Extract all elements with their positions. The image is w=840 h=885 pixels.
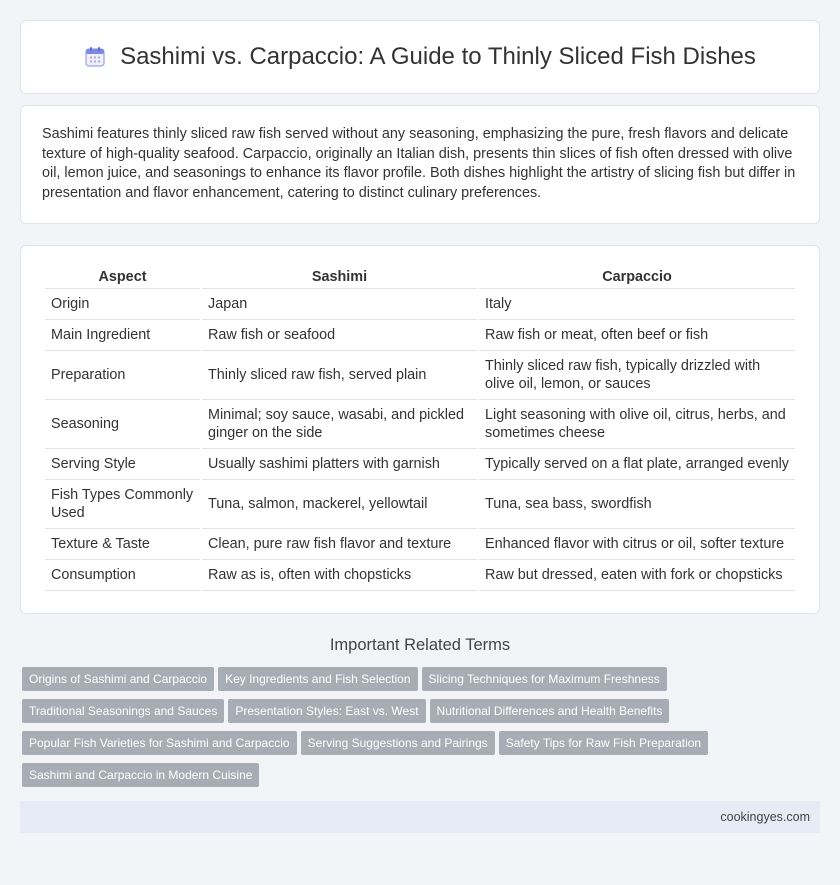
table-cell: Clean, pure raw fish flavor and texture (202, 529, 477, 560)
comparison-table-card (20, 245, 820, 614)
table-cell: Enhanced flavor with citrus or oil, softer texture (479, 529, 795, 560)
table-cell: Raw fish or meat, often beef or fish (479, 320, 795, 351)
table-cell: Thinly sliced raw fish, served plain (202, 351, 477, 400)
column-header-aspect: Aspect (45, 262, 200, 289)
related-tag[interactable]: Presentation Styles: East vs. West (228, 699, 425, 723)
table-cell: Raw as is, often with chopsticks (202, 560, 477, 591)
page-title: Sashimi vs. Carpaccio: A Guide to Thinly Sliced Fish Dishes (120, 43, 756, 70)
table-row (45, 320, 795, 351)
related-tag[interactable]: Safety Tips for Raw Fish Preparation (499, 731, 708, 755)
footer (20, 801, 820, 833)
related-tag[interactable]: Sashimi and Carpaccio in Modern Cuisine (22, 763, 259, 787)
table-cell: Serving Style (45, 449, 200, 480)
column-header-carpaccio: Carpaccio (479, 262, 795, 289)
table-cell: Tuna, sea bass, swordfish (479, 480, 795, 529)
related-tag[interactable]: Slicing Techniques for Maximum Freshness (422, 667, 667, 691)
table-cell: Origin (45, 289, 200, 320)
related-tags (0, 667, 840, 795)
table-row (45, 400, 795, 449)
table-cell: Raw but dressed, eaten with fork or chopsticks (479, 560, 795, 591)
related-tag[interactable]: Serving Suggestions and Pairings (301, 731, 495, 755)
table-cell: Raw fish or seafood (202, 320, 477, 351)
footer-site-link[interactable]: cookingyes.com (720, 810, 810, 824)
table-cell: Thinly sliced raw fish, typically drizzled with olive oil, lemon, or sauces (479, 351, 795, 400)
table-cell: Preparation (45, 351, 200, 400)
table-cell: Seasoning (45, 400, 200, 449)
table-header-row (45, 262, 795, 289)
related-tag[interactable]: Nutritional Differences and Health Benefits (430, 699, 670, 723)
table-row (45, 351, 795, 400)
intro-card (20, 105, 820, 224)
table-cell: Tuna, salmon, mackerel, yellowtail (202, 480, 477, 529)
comparison-table (43, 262, 797, 591)
calendar-icon (84, 46, 106, 68)
table-cell: Light seasoning with olive oil, citrus, herbs, and sometimes cheese (479, 400, 795, 449)
table-row (45, 289, 795, 320)
column-header-sashimi: Sashimi (202, 262, 477, 289)
table-cell: Italy (479, 289, 795, 320)
table-cell: Fish Types Commonly Used (45, 480, 200, 529)
table-cell: Consumption (45, 560, 200, 591)
title-card (20, 20, 820, 94)
table-row (45, 449, 795, 480)
table-row (45, 529, 795, 560)
table-cell: Typically served on a flat plate, arranged evenly (479, 449, 795, 480)
related-tag[interactable]: Origins of Sashimi and Carpaccio (22, 667, 214, 691)
related-tag[interactable]: Key Ingredients and Fish Selection (218, 667, 417, 691)
related-tag[interactable]: Popular Fish Varieties for Sashimi and Carpaccio (22, 731, 297, 755)
table-row (45, 480, 795, 529)
table-cell: Texture & Taste (45, 529, 200, 560)
related-terms-title: Important Related Terms (329, 636, 511, 654)
table-cell: Usually sashimi platters with garnish (202, 449, 477, 480)
table-cell: Japan (202, 289, 477, 320)
table-cell: Minimal; soy sauce, wasabi, and pickled ginger on the side (202, 400, 477, 449)
related-tag[interactable]: Traditional Seasonings and Sauces (22, 699, 224, 723)
table-cell: Main Ingredient (45, 320, 200, 351)
intro-text: Sashimi features thinly sliced raw fish served without any seasoning, emphasizing the pure, fresh flavors and delicate texture of high-quality seafood. Carpaccio, originally an Italian dish, presents thin slices of fish often dressed with olive oil, lemon juice, and seasonings to enhance its flavor profile. Both dishes highlight the artistry of slicing fish but differ in presentation and flavor enhancement, catering to distinct culinary preferences. (42, 126, 796, 201)
related-terms-section (0, 636, 840, 795)
table-row (45, 560, 795, 591)
